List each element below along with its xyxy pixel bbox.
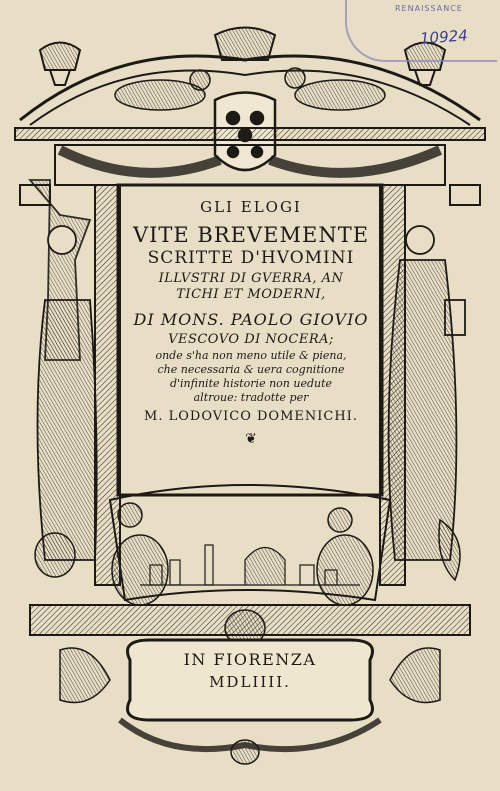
top-center-basket [215,28,275,61]
left-caryatid-figure [30,180,97,560]
right-laurel [439,520,460,580]
title-line-1: GLI ELOGI [200,198,302,216]
description-line-2: che necessaria & uera cognitione [157,363,345,377]
description-line-4: altroue: tradotte per [193,390,309,404]
description-line-1: onde s'ha non meno utile & piena, [155,349,347,363]
title-line-3: SCRITTE D'HVOMINI [147,247,355,268]
description-line-3: d'infinite historie non uedute [169,376,333,390]
author-title-line: VESCOVO DI NOCERA; [168,331,334,347]
translator-line: M. LODOVICO DOMENICHI. [144,409,358,425]
library-stamp-text: RENAISSANCE [395,4,463,13]
author-line: DI MONS. PAOLO GIOVIO [133,309,369,329]
fleuron-ornament: ❦ [245,431,257,447]
entablature [15,128,485,140]
title-line-2: VITE BREVEMENTE [132,222,370,247]
title-line-4: ILLVSTRI DI GVERRA, AN [158,270,344,286]
catalog-number: 10924 [419,26,469,48]
left-urn [40,43,80,86]
imprint-city: IN FIORENZA [183,650,317,669]
imprint-year: MDLIIII. [209,673,291,691]
bottom-shield [231,740,259,764]
right-caryatid-figure [389,226,465,560]
title-text-block [126,200,376,490]
title-line-5: TICHI ET MODERNI, [176,287,326,303]
imprint [150,650,350,691]
left-vase [35,533,75,577]
